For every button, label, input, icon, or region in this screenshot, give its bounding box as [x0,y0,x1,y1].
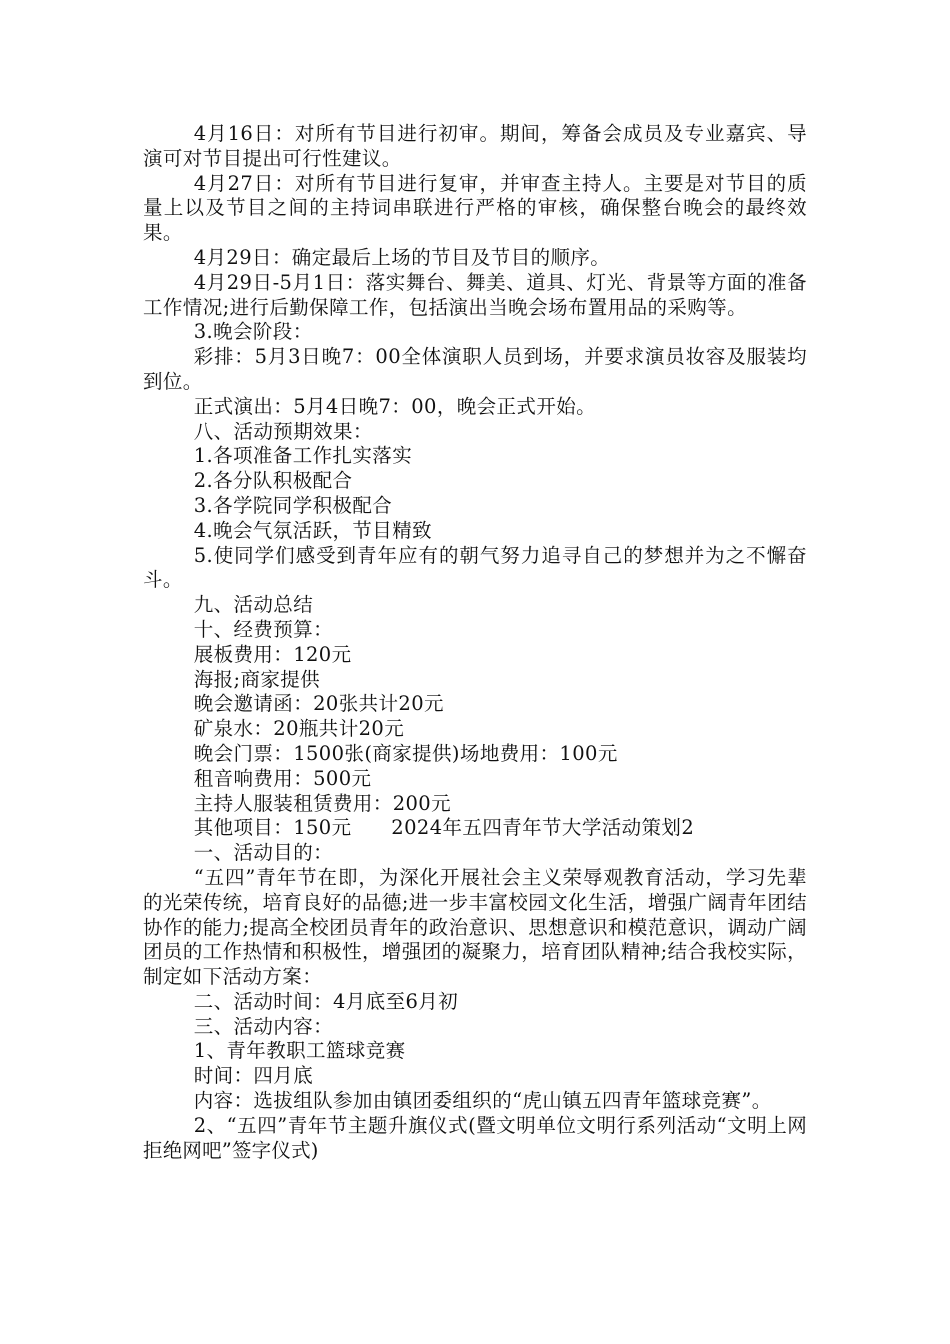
budget-item: 主持人服装租赁费用：200元 [193,791,452,815]
section-heading: 八、活动预期效果： [193,419,373,443]
list-item: 2.各分队积极配合 [193,469,353,493]
budget-item: 海报;商家提供 [193,667,321,691]
budget-item: 晚会门票：1500张(商家提供)场地费用：100元 [193,741,618,765]
list-item: 4.晚会气氛活跃，节目精致 [193,518,432,542]
section-heading: 九、活动总结 [193,593,314,617]
paragraph: 4月29日-5月1日：落实舞台、舞美、道具、灯光、背景等方面的准备工作情况;进行后勤保障工作，包括演出当晚会场布置用品的采购等。 [143,270,807,319]
budget-item: 晚会邀请函：20张共计20元 [193,692,444,716]
section-heading: 三、活动内容： [193,1014,333,1038]
paragraph: 时间：四月底 [193,1064,314,1088]
budget-item: 矿泉水：20瓶共计20元 [193,717,405,741]
paragraph: 4月29日：确定最后上场的节目及节目的顺序。 [193,245,611,269]
list-item: 3.各学院同学积极配合 [193,493,393,517]
budget-item: 其他项目：150元 2024年五四青年节大学活动策划2 [193,816,695,840]
paragraph: 4月27日：对所有节目进行复审，并审查主持人。主要是对节目的质量上以及节目之间的主持词串联进行严格的审核，确保整台晚会的最终效果。 [143,171,807,245]
list-item: 2、“五四”青年节主题升旗仪式(暨文明单位文明行系列活动“文明上网拒绝网吧”签字仪式) [143,1113,807,1162]
section-heading: 十、经费预算： [193,617,333,641]
document-body [143,122,807,1163]
paragraph: “五四”青年节在即，为深化开展社会主义荣辱观教育活动，学习先辈的光荣传统，培育良好的品德;进一步丰富校园文化生活，增强广阔青年团结协作的能力;提高全校团员青年的政治意识、思想意识和模范意识，调动广阔团员的工作热情和积极性，增强团的凝聚力，培育团队精神;结合我校实际，制定如下活动方案： [143,865,807,989]
section-heading: 一、活动目的： [193,841,333,865]
section-heading: 二、活动时间：4月底至6月初 [193,989,459,1013]
paragraph: 彩排：5月3日晚7：00全体演职人员到场，并要求演员妆容及服装均到位。 [143,345,807,393]
paragraph: 4月16日：对所有节目进行初审。期间，筹备会成员及专业嘉宾、导演可对节目提出可行性建议。 [143,122,807,170]
list-item: 1、青年教职工篮球竞赛 [193,1039,406,1063]
paragraph: 正式演出：5月4日晚7：00，晚会正式开始。 [193,394,597,418]
budget-item: 租音响费用：500元 [193,766,372,790]
paragraph: 3.晚会阶段： [193,320,313,344]
list-item: 5.使同学们感受到青年应有的朝气努力追寻自己的梦想并为之不懈奋斗。 [143,543,807,592]
budget-item: 展板费用：120元 [193,642,352,666]
list-item: 1.各项准备工作扎实落实 [193,444,413,468]
paragraph: 内容：选拔组队参加由镇团委组织的“虎山镇五四青年篮球竞赛”。 [193,1089,772,1113]
